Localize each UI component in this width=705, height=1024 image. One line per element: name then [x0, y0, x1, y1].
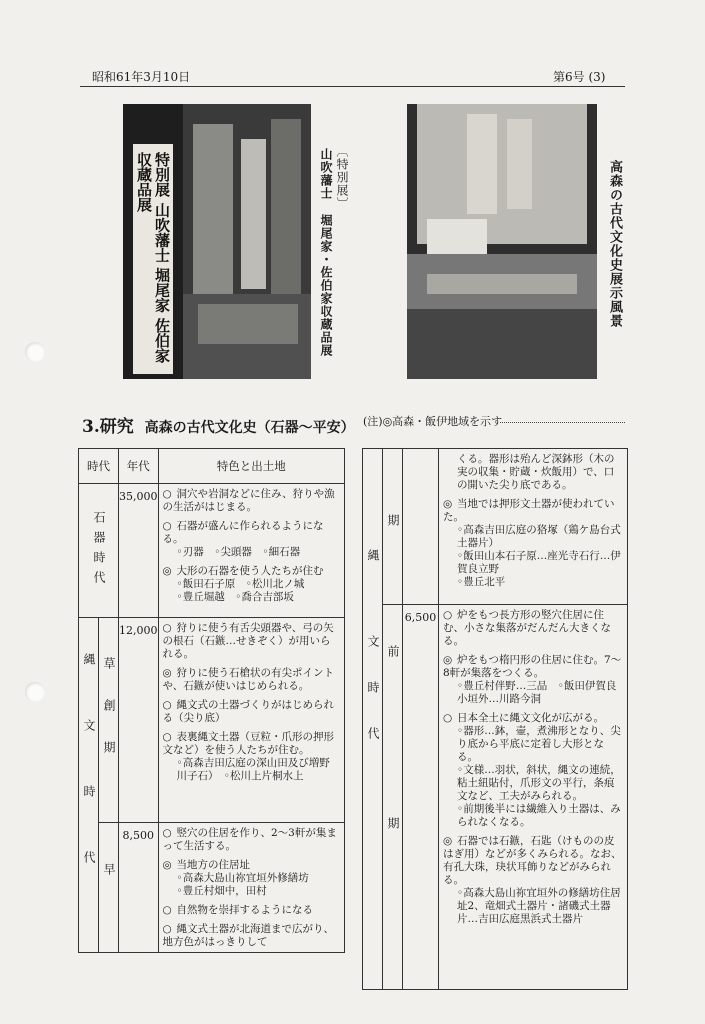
- exhibit-photo-right: [407, 104, 597, 379]
- list-item: くる。器形は殆んど深鉢形（木の実の収集・貯蔵・炊飯用）で、口の開いた尖り底である。: [457, 453, 615, 491]
- header-rule: [80, 86, 625, 87]
- punch-hole-top: [25, 342, 45, 362]
- era-right-ji: 時: [366, 681, 380, 707]
- year-8500: 8,500: [119, 823, 159, 953]
- header-date: 昭和61年3月10日: [92, 70, 191, 84]
- section-note: (注)◎高森・飯伊地域を示す: [363, 415, 503, 428]
- list-item: ○ 石器が盛んに作られるようになる。 ◦刃器 ◦尖頭器 ◦細石器: [162, 520, 324, 558]
- list-item: ○ 竪穴の住居を作り、2〜3軒が集まって生活する。: [162, 827, 337, 852]
- col-header-features: 特色と出土地: [158, 449, 345, 484]
- sub-ki-label: 期: [386, 513, 400, 540]
- era-right-dai: 代: [366, 727, 380, 753]
- photo-right-caption: 高森の古代文化史展示風景: [607, 160, 622, 328]
- era-stone-label: 石器時代: [92, 510, 106, 591]
- list-item: ○ 炉をもつ長方形の竪穴住居に住む、小さな集落がだんだん大きくなる。: [443, 609, 611, 647]
- year-6500: 6,500: [403, 605, 439, 990]
- year-35000: 35,000: [119, 484, 159, 618]
- list-item: ◎ 狩りに使う石槍状の有尖ポイントや、石鏃が使いはじめられる。: [162, 667, 334, 692]
- era-right-jo: 縄: [366, 549, 380, 575]
- list-item: ◎ 炉をもつ楕円形の住居に住む。7〜8軒が集落をつくる。 ◦豊丘村伴野…三品 ◦飯田伊賀良小垣外…川路今洞: [443, 654, 622, 705]
- sub-ki-cell: [383, 449, 403, 605]
- list-item: ◎ 石器では石鏃，石匙（けものの皮はぎ用）などが多くみられる。なお、有孔大珠，玦状耳飾りなどがみられる。 ◦高森大島山祢宜垣外の修繕坊住居址2、竜畑式土器片・諸磯式土器片…吉田広庭黒浜式土器片: [443, 835, 622, 925]
- photo-left-caption-desc: 堀尾家・佐伯家収蔵品展: [319, 214, 333, 357]
- list-item: ○ 自然物を崇拝するようになる: [162, 904, 313, 916]
- photo-left-caption-label: 〔特別展〕: [335, 145, 349, 210]
- section-dotted-rule: [500, 422, 625, 423]
- section-heading: [82, 412, 355, 437]
- jomon-haya-entries: [158, 823, 345, 953]
- era-stone-cell: [79, 484, 119, 618]
- header-issue: 第6号 (3): [553, 70, 606, 84]
- era-jomon-label: 縄文時代: [82, 653, 96, 917]
- photo-left-caption-name: 山吹藩士: [319, 148, 333, 200]
- stone-entries: [158, 484, 345, 618]
- sub-haya-cell: [99, 823, 119, 953]
- section-title: 高森の古代文化史（石器〜平安）: [144, 420, 355, 436]
- era-right-bun: 文: [366, 635, 380, 661]
- list-item: ○ 縄文式の土器づくりがはじめられる（尖り底）: [162, 699, 334, 724]
- list-item: ○ 表裏縄文土器（豆粒・爪形の押形文など）を使う人たちが住む。 ◦高森吉田広庭の深山田及び増野川子石） ◦松川上片桐水上: [162, 731, 334, 782]
- timeline-table-right: [362, 448, 628, 990]
- list-item: ○ 洞穴や岩洞などに住み、狩りや漁の生活がはじまる。: [162, 488, 335, 513]
- sub-zen-cell: [383, 605, 403, 990]
- era-jomon-cell: [79, 618, 99, 953]
- era-right-cell: [363, 449, 383, 990]
- section-number: 3.研究: [82, 417, 134, 437]
- punch-hole-bottom: [25, 682, 45, 702]
- exhibit-sign-text: 特別展 山吹藩士 堀尾家 佐伯家 収蔵品展: [135, 152, 171, 363]
- sub-haya-label: 早: [102, 863, 116, 889]
- sub-sou-cell: [99, 618, 119, 823]
- jomon-early-entries: [158, 618, 345, 823]
- col-header-era: 時代: [79, 449, 119, 484]
- col-header-year: 年代: [119, 449, 159, 484]
- year-12000: 12,000: [119, 618, 159, 823]
- exhibit-photo-left: [123, 104, 311, 379]
- list-item: ◎ 当地では押形文土器が使われていた。 ◦高森吉田広庭の狢塚（鶏ケ島台式土器片） ◦飯田山本石子原…座光寺石行…伊賀良立野 ◦豊丘北平: [443, 498, 621, 588]
- list-item: ○ 狩りに使う有舌尖頭器や、弓の矢の根石（石鏃…せきぞく）が用いられる。: [162, 622, 334, 660]
- list-item: ◎ 当地方の住居址 ◦高森大島山祢宜垣外修繕坊 ◦豊丘村畑中，田村: [162, 859, 309, 897]
- jomon-haya-cont-entries: [439, 449, 628, 605]
- list-item: ○ 日本全土に縄文文化が広がる。 ◦器形…鉢，壷，煮沸形となり、尖り底から平底に定着し大形となる。 ◦文様…羽状，斜状，縄文の連続，粘土紐貼付，爪形文の平行，条痕文など、工夫がみられる。 ◦前期後半には繊維入り土器は、みられなくなる。: [443, 712, 621, 828]
- sub-zen-label: 前期: [386, 645, 400, 989]
- timeline-table-left: [78, 448, 345, 953]
- year-empty: [403, 449, 439, 605]
- sub-sou-label: 草創期: [102, 657, 116, 783]
- jomon-zen-entries: [439, 605, 628, 990]
- list-item: ○ 縄文式土器が北海道まで広がり、地方色がはっきりして: [162, 923, 334, 948]
- exhibit-photo-right-scene: [407, 104, 597, 379]
- list-item: ◎ 大形の石器を使う人たちが住む ◦飯田石子原 ◦松川北ノ城 ◦豊丘堀越 ◦喬合吉部坂: [162, 565, 324, 603]
